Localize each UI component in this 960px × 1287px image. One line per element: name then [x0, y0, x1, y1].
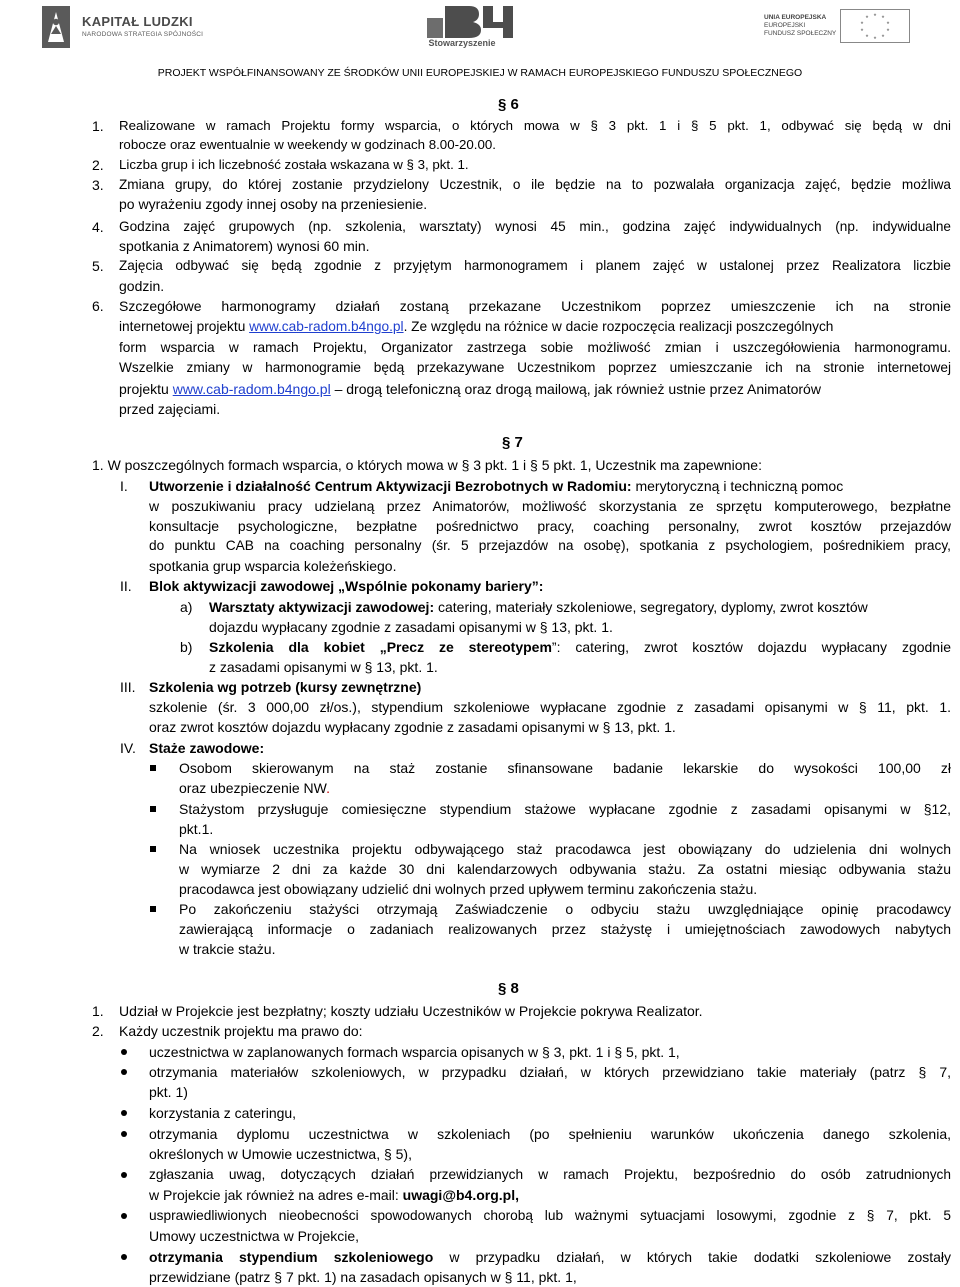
s7-point-III-line-3: oraz zwrot kosztów dojazdu wypłacany zgodnie z zasadami opisanymi w § 13, pkt. 1. — [149, 719, 676, 735]
s6-item-6-number: 6. — [92, 298, 104, 314]
s8-right-6-line-1: usprawiedliwionych nieobecności spowodowanych chorobą lub ważnymi sytuacjami losowymi, zgodnie z § 7, pkt. 5 — [149, 1208, 951, 1223]
s6-item-5-line-1: Zajęcia odbywać się będą zgodnie z przyjętym harmonogramem i planem zajęć w ustalonej przez Realizatora liczbie — [119, 258, 951, 273]
round-bullet-icon — [121, 1172, 127, 1178]
project-cofinancing-line: PROJEKT WSPÓŁFINANSOWANY ZE ŚRODKÓW UNII EUROPEJSKIEJ W RAMACH EUROPEJSKIEGO FUNDUSZU SPOŁECZNEGO — [157, 67, 803, 79]
square-bullet-icon — [150, 846, 156, 852]
s7-point-II-number: II. — [120, 578, 132, 594]
s8-right-5-line-1: zgłaszania uwag, dotyczących działań przewidzianych w ramach Projektu, bezpośrednio do osób zatrudnionych — [149, 1167, 951, 1182]
s7-bullet-1-line-2: oraz ubezpieczenie NW. — [179, 780, 330, 796]
s7-point-I-line-4: do punktu CAB na coaching personalny (śr. 5 przejazdów na osobę), spotkania z psychologiem, pośrednikiem pracy, — [149, 538, 951, 553]
s7-bullet-4-line-2: zawierającą informacje o zadaniach realizowanych przez stażystę i umiejętnościach zawodowych nabytych — [179, 921, 951, 937]
s8-right-2-line-2: pkt. 1) — [149, 1084, 188, 1100]
s7-point-IIb-letter: b) — [180, 639, 193, 655]
s7-point-IIa-line-1: Warsztaty aktywizacji zawodowej: catering, materiały szkoleniowe, segregatory, dyplomy, zwrot kosztów — [209, 599, 868, 615]
s6-item-6-line-2: internetowej projektu www.cab-radom.b4ngo.pl. Ze względu na różnice w dacie rozpoczęcia realizacji poszczególnych — [119, 319, 834, 334]
kapital-ludzki-logo — [40, 4, 210, 50]
s8-right-7-line-2: przewidziane (patrz § 7 pkt. 1) na zasadach opisanych w § 11, pkt. 1, — [149, 1269, 577, 1285]
s7-point-I-line-5: spotkania grup wsparcia koleżeńskiego. — [149, 558, 397, 574]
s8-right-1: uczestnictwa w zaplanowanych formach wsparcia opisanych w § 3, pkt. 1 i § 5, pkt. 1, — [149, 1044, 680, 1060]
s8-right-6-line-2: Umowy uczestnictwa w Projekcie, — [149, 1228, 360, 1244]
b4-logo-mark-icon — [423, 6, 523, 38]
email-address: uwagi@b4.org.pl, — [402, 1187, 519, 1203]
section-6-title: § 6 — [498, 96, 519, 113]
s7-point-IIb-line-1: Szkolenia dla kobiet „Precz ze stereotypem”: catering, zwrot kosztów dojazdu wypłacany zgodnie — [209, 639, 951, 655]
s7-point-IIa-line-2: dojazdu wypłacany zgodnie z zasadami opisanymi w § 13, pkt. 1. — [209, 619, 613, 635]
kapital-ludzki-subtitle: NARODOWA STRATEGIA SPÓJNOŚCI — [82, 31, 204, 38]
round-bullet-icon — [121, 1254, 127, 1260]
s6-item-1-line-2: robocze oraz ewentualnie w weekendy w godzinach 8.00-20.00. — [119, 137, 496, 152]
eu-logo — [764, 6, 914, 48]
square-bullet-icon — [150, 906, 156, 912]
s7-bullet-4-line-1: Po zakończeniu stażyści otrzymają Zaświadczenie o odbyciu stażu uwzględniające opinię pracodawcy — [179, 901, 951, 917]
s7-point-I-line-1: Utworzenie i działalność Centrum Aktywizacji Bezrobotnych w Radomiu: merytoryczną i techniczną pomoc — [149, 478, 844, 494]
s8-right-7-line-1: otrzymania stypendium szkoleniowego w przypadku działań, w których takie dodatki szkoleniowe zostały — [149, 1249, 952, 1265]
s8-item-1-number: 1. — [92, 1003, 104, 1019]
s6-item-4-line-2: spotkania z Animatorem) wynosi 60 min. — [119, 238, 370, 254]
s6-item-5-number: 5. — [92, 258, 104, 274]
eu-flag-icon — [840, 9, 910, 43]
s7-point-II-line-1: Blok aktywizacji zawodowej „Wspólnie pokonamy bariery”: — [149, 578, 544, 594]
eu-logo-text: UNIA EUROPEJSKA EUROPEJSKI FUNDUSZ SPOŁECZNY — [764, 14, 837, 37]
round-bullet-icon — [121, 1213, 127, 1219]
s6-item-4-number: 4. — [92, 219, 104, 235]
s6-item-2-line-1: Liczba grup i ich liczebność została wskazana w § 3, pkt. 1. — [119, 157, 469, 172]
round-bullet-icon — [121, 1131, 127, 1137]
s6-item-5-line-2: godzin. — [119, 278, 165, 294]
s7-bullet-3-line-2: w wymiarze 2 dni za każde 30 dni kalendarzowych odbywania stażu. Za ostatni miesiąc odbywania stażu — [179, 861, 951, 877]
round-bullet-icon — [121, 1049, 127, 1055]
s7-intro: 1. W poszczególnych formach wsparcia, o których mowa w § 3 pkt. 1 i § 5 pkt. 1, Uczestnik ma zapewnione: — [92, 457, 762, 473]
s7-point-III-line-1: Szkolenia wg potrzeb (kursy zewnętrzne) — [149, 679, 422, 695]
s6-item-6-line-6: przed zajęciami. — [119, 401, 221, 417]
s6-item-6-line-1: Szczegółowe harmonogramy działań zostaną przekazane Uczestnikom poprzez umieszczenie ich na stronie — [119, 298, 951, 314]
s6-item-1-number: 1. — [92, 118, 104, 134]
round-bullet-icon — [121, 1069, 127, 1075]
s8-right-5-line-2: w Projekcie jak również na adres e-mail: uwagi@b4.org.pl, — [149, 1187, 519, 1203]
section-8-title: § 8 — [498, 980, 519, 997]
b4-logo-word: Stowarzyszenie — [428, 38, 496, 48]
kapital-ludzki-emblem-icon — [40, 4, 72, 50]
s6-item-1-line-1: Realizowane w ramach Projektu formy wsparcia, o których mowa w § 3 pkt. 1 i § 5 pkt. 1, odbywać się będą w dni — [119, 118, 951, 133]
s8-right-3: korzystania z cateringu, — [149, 1105, 297, 1121]
s6-item-3-number: 3. — [92, 177, 104, 193]
s7-bullet-1-line-1: Osobom skierowanym na staż zostanie sfinansowane badanie lekarskie do wysokości 100,00 zł — [179, 760, 951, 776]
s7-bullet-2-line-1: Stażystom przysługuje comiesięczne stypendium stażowe wypłacane zgodnie z zasadami opisanymi w §12, — [179, 801, 951, 817]
s7-point-IV-number: IV. — [120, 740, 136, 756]
s8-item-2-number: 2. — [92, 1023, 104, 1039]
s6-item-6-line-5: projektu www.cab-radom.b4ngo.pl – drogą telefoniczną oraz drogą mailową, jak również ustnie przez Animatorów — [119, 381, 821, 397]
s7-point-IV-line-1: Staże zawodowe: — [149, 740, 265, 756]
s8-right-2-line-1: otrzymania materiałów szkoleniowych, w przypadku działań, w których przewidziano takie materiały (patrz § 7, — [149, 1064, 951, 1080]
s7-point-I-number: I. — [120, 478, 128, 494]
s7-bullet-3-line-1: Na wniosek uczestnika projektu odbywającego staż pracodawca jest obowiązany do udzielenia dni wolnych — [179, 841, 951, 857]
s7-bullet-3-line-3: pracodawca jest obowiązany udzielić dni wolnych przed upływem terminu zakończenia stażu. — [179, 881, 758, 897]
s7-point-I-line-3: konsultacje psychologiczne, bezpłatne pośrednictwo pracy, coaching personalny, zwrot kosztów przejazdów — [149, 518, 951, 534]
s8-right-4-line-2: określonych w Umowie uczestnictwa, § 5), — [149, 1146, 412, 1162]
s7-point-IIb-line-2: z zasadami opisanymi w § 13, pkt. 1. — [209, 659, 438, 675]
kapital-ludzki-title: KAPITAŁ LUDZKI — [82, 14, 193, 29]
s8-item-1-text: Udział w Projekcie jest bezpłatny; koszty udziału Uczestników w Projekcie pokrywa Realizator. — [119, 1003, 703, 1019]
s6-item-4-line-1: Godzina zajęć grupowych (np. szkolenia, warsztaty) wynosi 45 min., godzina zajęć indywidualnych (np. indywidualne — [119, 219, 951, 234]
s6-item-2-number: 2. — [92, 157, 104, 173]
s6-item-6-line-3: form wsparcia w ramach Projektu, Organizator zastrzega sobie możliwość zmian i uszczegółowienia harmonogramu. — [119, 340, 951, 355]
s6-item-3-line-2: po wyrażeniu zgody innej osoby na przeniesienie. — [119, 196, 428, 212]
round-bullet-icon — [121, 1110, 127, 1116]
s7-point-III-line-2: szkolenie (śr. 3 000,00 zł/os.), stypendium szkoleniowe wypłacane zgodnie z zasadami opisanymi w § 11, pkt. 1. — [149, 699, 951, 715]
square-bullet-icon — [150, 765, 156, 771]
project-website-link-2[interactable]: www.cab-radom.b4ngo.pl — [172, 381, 331, 397]
section-7-title: § 7 — [502, 434, 523, 451]
s7-bullet-2-line-2: pkt.1. — [179, 821, 214, 837]
project-website-link-1[interactable]: www.cab-radom.b4ngo.pl — [249, 319, 404, 334]
page-header — [0, 0, 960, 84]
s8-right-4-line-1: otrzymania dyplomu uczestnictwa w szkoleniach (po spełnieniu warunków ukończenia danego szkolenia, — [149, 1126, 951, 1142]
b4-logo — [423, 6, 523, 50]
s6-item-6-line-4: Wszelkie zmiany w harmonogramie będą przekazywane Uczestnikom poprzez umieszczanie ich na stronie internetowej — [119, 360, 951, 375]
square-bullet-icon — [150, 806, 156, 812]
s7-point-IIa-letter: a) — [180, 599, 193, 615]
s8-item-2-text: Każdy uczestnik projektu ma prawo do: — [119, 1023, 363, 1039]
s7-point-III-number: III. — [120, 679, 136, 695]
s6-item-3-line-1: Zmiana grupy, do której zostanie przydzielony Uczestnik, o ile będzie na to pozwalała organizacja zajęć, będzie możliwa — [119, 177, 951, 192]
s7-point-I-line-2: w poszukiwaniu pracy udzielaną przez Animatorów, możliwość skorzystania ze sprzętu komputerowego, bezpłatne — [149, 498, 951, 514]
s7-bullet-4-line-3: w trakcie stażu. — [179, 941, 276, 957]
